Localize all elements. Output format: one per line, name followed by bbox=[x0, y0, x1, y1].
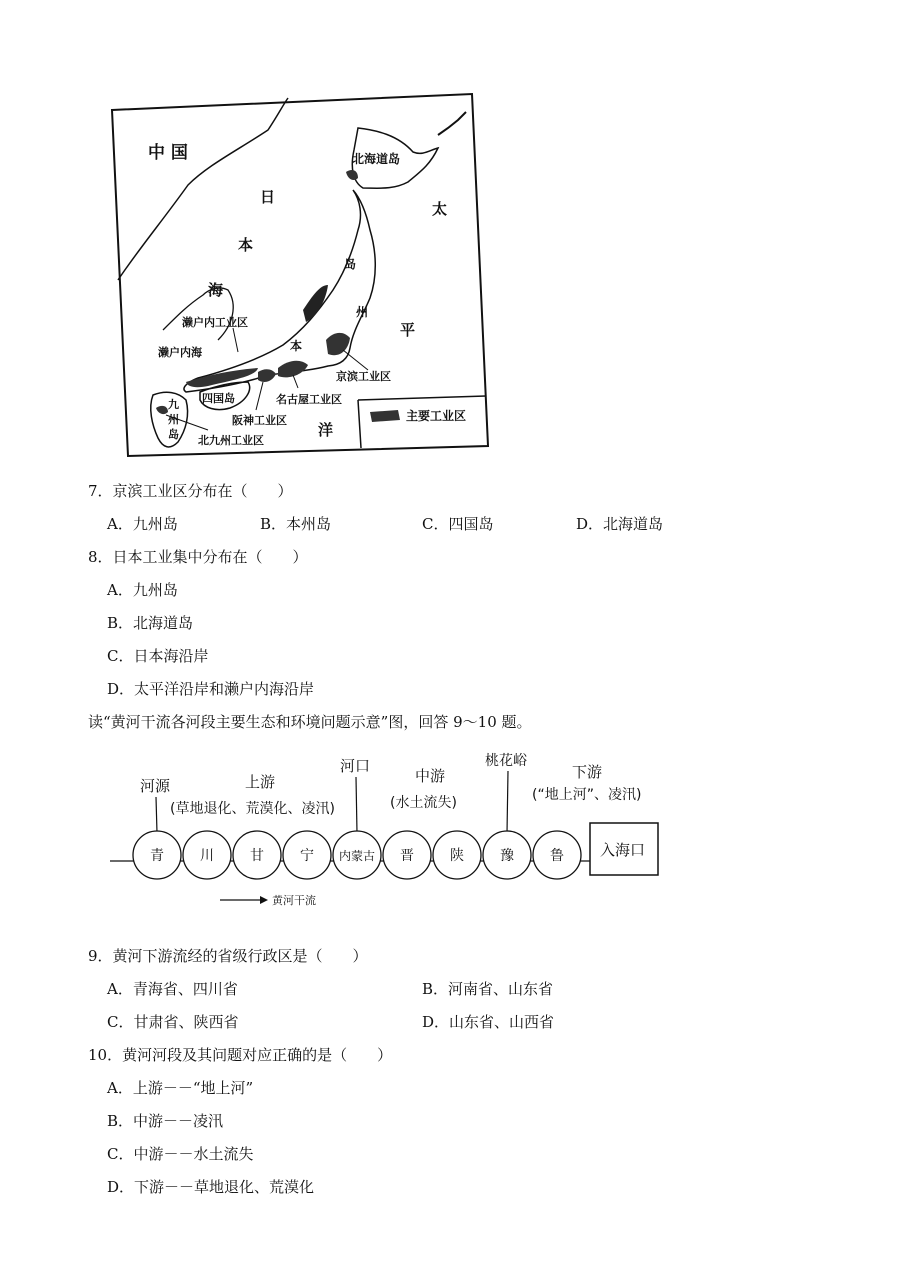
q8-option-a[interactable]: A．九州岛 bbox=[107, 581, 178, 599]
label-hokkaido: 北海道岛 bbox=[352, 152, 401, 166]
q9-stem: 9．黄河下游流经的省级行政区是（ ） bbox=[88, 947, 368, 965]
province-circles bbox=[133, 831, 581, 879]
q10-option-b[interactable]: B．中游－－凌汛 bbox=[107, 1112, 224, 1130]
province-label: 宁 bbox=[300, 848, 314, 864]
province-label: 内蒙古 bbox=[338, 849, 376, 863]
q10-option-d[interactable]: D．下游－－草地退化、荒漠化 bbox=[107, 1178, 315, 1196]
label-shikoku: 四国岛 bbox=[202, 392, 235, 405]
label-legend: 主要工业区 bbox=[406, 409, 467, 423]
label-yang: 洋 bbox=[318, 421, 334, 439]
leader-hanshin bbox=[256, 382, 263, 410]
industrial-zone-hokkaido bbox=[346, 170, 358, 180]
hokkaido-islands bbox=[438, 112, 466, 135]
q9-option-c[interactable]: C．甘肃省、陕西省 bbox=[107, 1013, 239, 1031]
river-label-xiayou: 下游 bbox=[572, 763, 603, 781]
q9-option-a[interactable]: A．青海省、四川省 bbox=[107, 980, 238, 998]
label-kyushu-2: 州 bbox=[168, 413, 179, 426]
label-honshu-dao: 岛 bbox=[344, 257, 357, 271]
legend-divider-vertical bbox=[358, 400, 361, 448]
yellow-river-diagram bbox=[100, 745, 670, 915]
q8-option-b[interactable]: B．北海道岛 bbox=[107, 614, 194, 632]
q7-option-d[interactable]: D．北海道岛 bbox=[576, 515, 664, 533]
label-ri: 日 bbox=[260, 188, 276, 206]
river-label-shangyou-issues: (草地退化、荒漠化、凌汛) bbox=[170, 801, 335, 817]
q7-stem: 7．京滨工业区分布在（ ） bbox=[88, 482, 293, 500]
japan-industry-map bbox=[108, 90, 493, 462]
label-honshu-ben: 本 bbox=[290, 339, 303, 353]
leader-heyuan bbox=[156, 797, 157, 833]
label-china: 中 国 bbox=[148, 143, 188, 163]
leader-keihin bbox=[343, 350, 368, 370]
industrial-zone-keihin bbox=[326, 333, 350, 355]
flow-arrow-head bbox=[260, 896, 268, 904]
river-label-hekou: 河口 bbox=[340, 757, 371, 775]
q8-option-d[interactable]: D．太平洋沿岸和濑户内海沿岸 bbox=[107, 680, 315, 698]
label-kyushu-3: 岛 bbox=[168, 428, 179, 441]
label-nagoya: 名古屋工业区 bbox=[276, 393, 342, 406]
label-hai: 海 bbox=[208, 281, 224, 299]
label-keihin: 京滨工业区 bbox=[336, 370, 391, 383]
river-label-zhongyou-issues: (水土流失) bbox=[390, 795, 457, 811]
river-label-shangyou: 上游 bbox=[245, 773, 276, 791]
q10-option-a[interactable]: A．上游－－“地上河” bbox=[107, 1079, 254, 1097]
q8-option-c[interactable]: C．日本海沿岸 bbox=[107, 647, 209, 665]
province-label: 豫 bbox=[500, 848, 514, 864]
label-setouchi-sea: 濑户内海 bbox=[158, 346, 202, 359]
legend-swatch bbox=[370, 410, 400, 422]
label-kyushu-1: 九 bbox=[168, 398, 179, 411]
q10-option-c[interactable]: C．中游－－水土流失 bbox=[107, 1145, 254, 1163]
province-label: 川 bbox=[200, 848, 214, 864]
label-kitakyushu: 北九州工业区 bbox=[198, 434, 264, 447]
province-label: 甘 bbox=[250, 848, 264, 864]
legend-divider bbox=[358, 396, 486, 400]
river-label-outlet: 入海口 bbox=[600, 841, 646, 859]
province-label: 晋 bbox=[400, 848, 414, 864]
leader-setouchi-ind bbox=[233, 328, 238, 352]
label-honshu-zhou: 州 bbox=[356, 305, 369, 319]
leader-taohuayu bbox=[507, 771, 508, 833]
q7-option-a[interactable]: A．九州岛 bbox=[107, 515, 178, 533]
leader-nagoya bbox=[293, 375, 298, 388]
label-ben: 本 bbox=[238, 236, 254, 254]
q9-option-d[interactable]: D．山东省、山西省 bbox=[422, 1013, 555, 1031]
q7-option-c[interactable]: C．四国岛 bbox=[422, 515, 494, 533]
province-label: 鲁 bbox=[550, 848, 564, 864]
river-label-taohuayu: 桃花峪 bbox=[485, 753, 527, 769]
industrial-zone-hanshin bbox=[258, 369, 276, 382]
province-label: 青 bbox=[150, 848, 164, 864]
industrial-zone-kitakyushu bbox=[156, 406, 168, 414]
river-label-xiayou-issues: (“地上河”、凌汛) bbox=[532, 787, 642, 803]
label-tai: 太 bbox=[432, 200, 448, 218]
q10-stem: 10．黄河河段及其问题对应正确的是（ ） bbox=[88, 1046, 393, 1064]
industrial-zone-honshu-north bbox=[303, 285, 328, 322]
river-label-heyuan: 河源 bbox=[140, 777, 171, 795]
leader-hekou bbox=[356, 777, 357, 833]
river-label-flow: 黄河干流 bbox=[272, 894, 316, 907]
q8-stem: 8．日本工业集中分布在（ ） bbox=[88, 548, 308, 566]
river-label-zhongyou: 中游 bbox=[415, 767, 446, 785]
intro-9-10: 读“黄河干流各河段主要生态和环境问题示意”图，回答 9～10 题。 bbox=[88, 713, 532, 731]
label-ping: 平 bbox=[400, 321, 416, 339]
q7-option-b[interactable]: B．本州岛 bbox=[260, 515, 332, 533]
label-setouchi-ind: 濑户内工业区 bbox=[182, 316, 248, 329]
q9-option-b[interactable]: B．河南省、山东省 bbox=[422, 980, 554, 998]
province-label: 陕 bbox=[450, 848, 464, 864]
label-hanshin: 阪神工业区 bbox=[232, 414, 287, 427]
industrial-zone-nagoya bbox=[278, 361, 308, 378]
